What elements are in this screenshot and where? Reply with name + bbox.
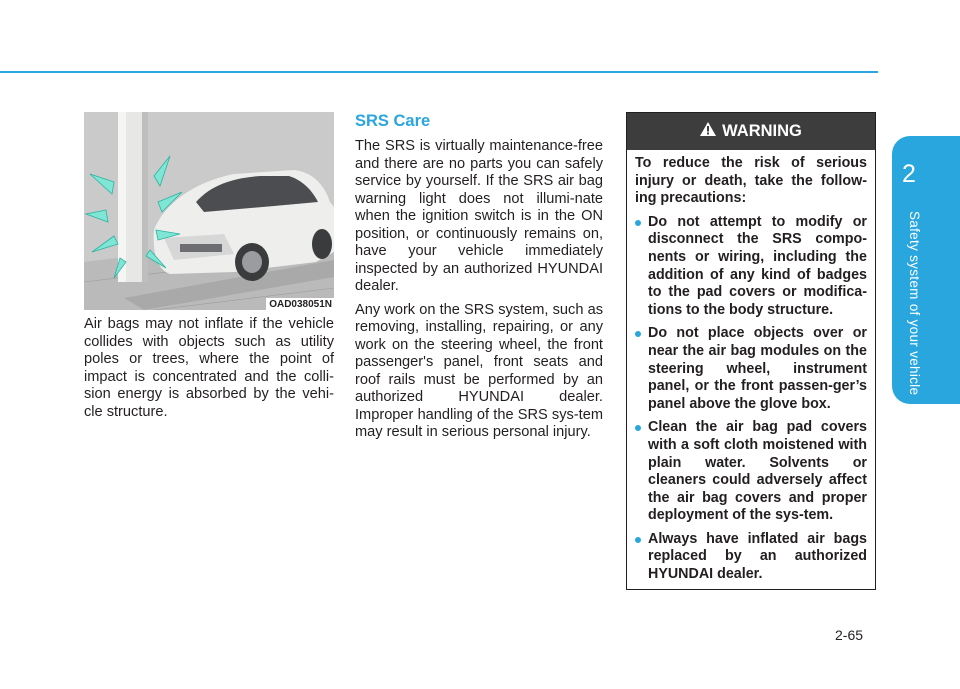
bullet-icon (635, 331, 641, 337)
bullet-icon (635, 220, 641, 226)
warning-item: Do not place objects over or near the air bag modules on the steering wheel, instrument panel, or the front passen-ger’s panel above the glove box. (635, 325, 867, 413)
left-column (84, 316, 334, 421)
figure-code: OAD038051N (266, 298, 334, 310)
warning-body (627, 150, 875, 584)
crash-illustration (84, 112, 334, 310)
warning-item: Always have inflated air bags replaced by an authorized HYUNDAI dealer. (635, 531, 867, 584)
bullet-icon (635, 537, 641, 543)
header-rule (0, 71, 878, 73)
warning-list (635, 214, 867, 584)
srs-care-heading: SRS Care (355, 112, 431, 130)
srs-care-paragraph-2: Any work on the SRS system, such as removing, installing, repairing, or any work on the steering wheel, the front passenger's panel, front seats and roof rails must be performed by an authorized HYUNDAI dealer. Improper handling of the SRS sys-tem may result in serious personal injury. (355, 301, 603, 440)
srs-care-section (355, 112, 603, 442)
srs-care-paragraph-1: The SRS is virtually maintenance-free and there are no parts you can safely service by yourself. If the SRS air bag warning light does not illumi-nate when the ignition switch is in the ON position, or continuously remains on, have your vehicle immediately inspected by an authorized HYUNDAI dealer. (355, 138, 603, 294)
warning-box (626, 112, 876, 590)
warning-item: Clean the air bag pad covers with a soft cloth moistened with plain water. Solvents or cleaners could adversely affect the air bag covers and proper deployment of the sys-tem. (635, 419, 867, 525)
figure-caption-paragraph: Air bags may not inflate if the vehicle collides with objects such as utility poles or trees, where the point of impact is concentrated and the colli-sion energy is absorbed by the vehi-cle structure. (84, 316, 334, 420)
warning-intro: To reduce the risk of serious injury or death, take the follow-ing precautions: (635, 155, 867, 207)
bullet-icon (635, 425, 641, 431)
warning-triangle-icon (700, 122, 716, 141)
warning-header (627, 113, 875, 150)
car-pole-collision-image (84, 112, 334, 310)
warning-title: WARNING (722, 122, 802, 140)
warning-item: Do not attempt to modify or disconnect the SRS compo-nents or wiring, including the addition of any kind of badges to the pad covers or modifica-tions to the body structure. (635, 214, 867, 320)
page-number: 2-65 (835, 627, 864, 643)
chapter-title: Safety system of your vehicle (907, 211, 922, 396)
chapter-number: 2 (902, 160, 916, 188)
